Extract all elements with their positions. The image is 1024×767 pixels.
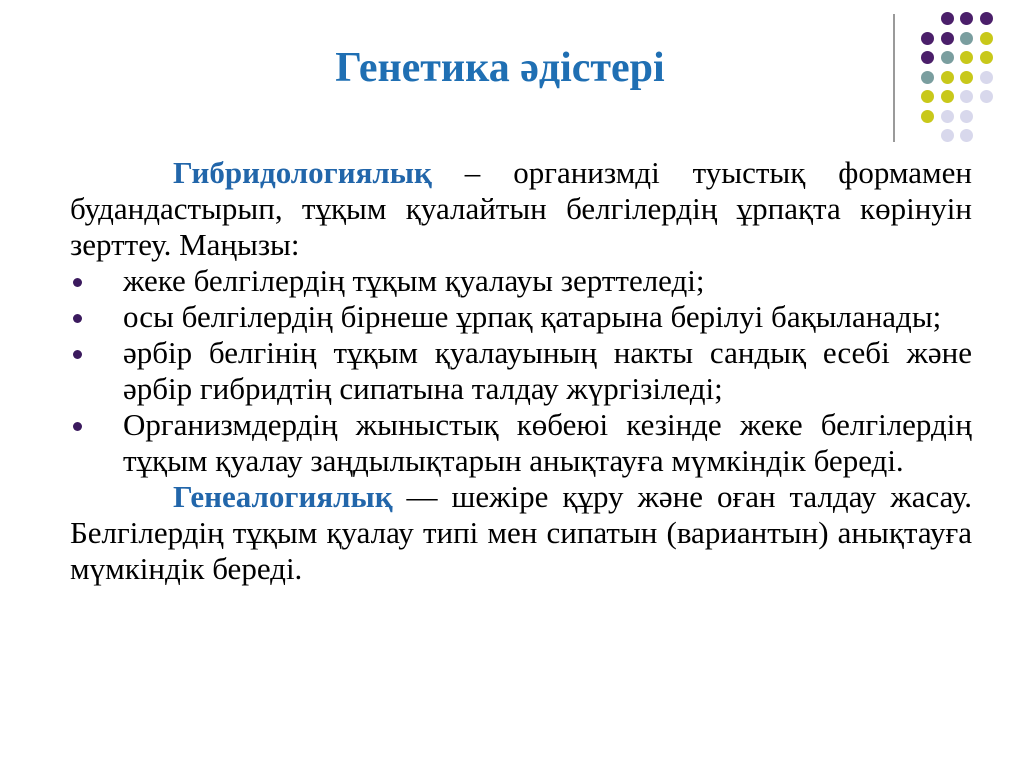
decorative-dot: [960, 90, 973, 103]
decorative-dot: [941, 71, 954, 84]
decorative-dot: [980, 51, 993, 64]
decorative-dot: [960, 32, 973, 45]
decorative-dot: [960, 71, 973, 84]
term-genealogical: Генеалогиялық: [173, 479, 393, 514]
decorative-dot: [921, 71, 934, 84]
decorative-dot: [941, 12, 954, 25]
decorative-dot: [941, 129, 954, 142]
significance-list: [70, 263, 972, 479]
bullet-icon: [73, 350, 82, 359]
bullet-icon: [73, 278, 82, 287]
decorative-dot: [960, 129, 973, 142]
bullet-icon: [73, 314, 82, 323]
decorative-dot: [960, 110, 973, 123]
decorative-dot: [941, 51, 954, 64]
slide-body: [70, 155, 972, 587]
decorative-dot: [980, 90, 993, 103]
bullet-icon: [73, 422, 82, 431]
decorative-dot: [921, 90, 934, 103]
paragraph-hybridological: [70, 155, 972, 263]
decorative-dot: [941, 32, 954, 45]
decorative-dot: [941, 90, 954, 103]
decorative-dot: [921, 32, 934, 45]
decorative-divider: [893, 14, 895, 142]
term-hybridological: Гибридологиялық: [173, 155, 432, 190]
list-item: жеке белгілердің тұқым қуалауы зерттеледі;: [70, 263, 972, 299]
paragraph-genealogical-text: — шежіре құру және оған талдау жасау. Белгілердің тұқым қуалау типі мен сипатын (вариантын) анықтауға мүмкіндік береді.: [70, 479, 972, 586]
decorative-dot: [980, 71, 993, 84]
list-item: әрбір белгінің тұқым қуалауының накты сандық есебі және әрбір гибридтің сипатына талдау жүргізіледі;: [70, 335, 972, 407]
decorative-dot: [980, 32, 993, 45]
decorative-dot: [960, 51, 973, 64]
decorative-dot: [921, 51, 934, 64]
list-item: осы белгілердің бірнеше ұрпақ қатарына берілуі бақыланады;: [70, 299, 972, 335]
decorative-dot: [980, 12, 993, 25]
slide-title: Генетика әдістері: [335, 45, 665, 91]
decorative-dot: [921, 110, 934, 123]
paragraph-genealogical: [70, 479, 972, 587]
decorative-dot: [960, 12, 973, 25]
list-item: Организмдердің жыныстық көбеюі кезінде жеке белгілердің тұқым қуалау заңдылықтарын анықтауға мүмкіндік береді.: [70, 407, 972, 479]
decorative-dot: [941, 110, 954, 123]
paragraph-hybridological-text: – организмді туыстық формамен будандастырып, тұқым қуалайтын белгілердің ұрпақта көрінуін зерттеу. Маңызы:: [70, 155, 972, 262]
